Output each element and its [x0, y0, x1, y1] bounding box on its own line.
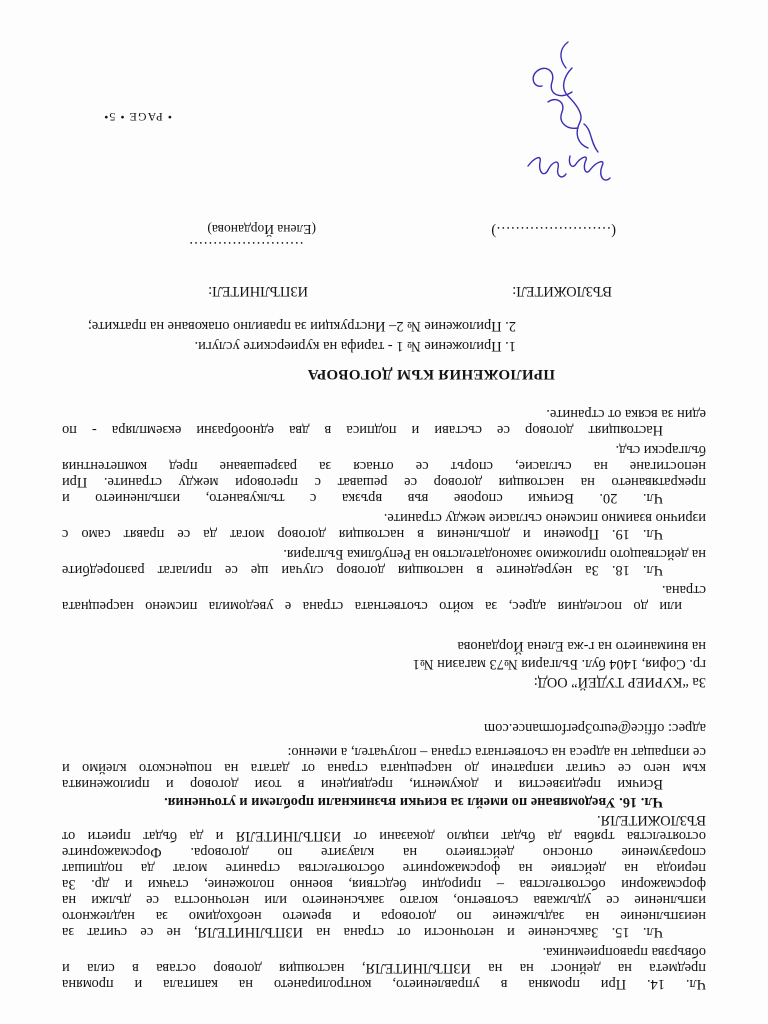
art15-line-6: споразумение относно действието на клаузите по договора. Форсмажорните [62, 844, 706, 860]
art18-line-2: на действащото приложимо законодателство на Република България. [283, 546, 706, 562]
email-line: адрес: office@euro3performance.com [483, 720, 706, 736]
client-signature-line: (……………………) [491, 223, 616, 239]
contractor-dots: …………………… [188, 238, 304, 254]
art16-heading: Чл. 16. Уведомяване по имейл за всички възникнали проблеми и уточнения. [164, 794, 663, 810]
art15-line-7: остоятелства трябва да бъдат изцяло доказани от ИЗПЪЛНИТЕЛЯ и да бъдат приети от [62, 828, 706, 844]
art19-line-2: изрично взаимно писмено съгласие между страните. [383, 510, 706, 526]
notices-line-1: Всички предизвестия и документи, предвидени в този договор и приложенията [62, 776, 663, 792]
art20-line-3: непостигане на съгласие, спорът се отнася за разрешаване пред компетентния [62, 458, 706, 474]
art18-line-1: Чл. 18. За неуредените в настоящия договор случаи ще се прилагат разпоредбите [62, 562, 663, 578]
contractor-label: ИЗПЪЛНИТЕЛ: [208, 283, 308, 299]
handwritten-signature [508, 38, 618, 188]
addressee-company: За “КУРИЕР ТУДЕЙ” ООД: [533, 674, 706, 690]
page-field: • PAGE • 5• [103, 110, 172, 124]
client-label: ВЪЗЛОЖИТЕЛ: [512, 283, 612, 299]
art15-line-2: неизпълнение на задължение по договора и времето необходимо за надлежното [62, 908, 706, 924]
annex-item-2: 2. Приложение № 2– Инструкции за правилно опаковане на пратките; [87, 318, 516, 334]
art20-line-1: Чл. 20. Всички спорове във връзка с тълкуването, изпълнението и [62, 490, 663, 506]
addressee-street: гр. София, 1404 бул. България №73 магазин №1 [412, 656, 706, 672]
art14-line-3: обвързва правоприемника. [542, 944, 706, 960]
art15-line-4: форсмажорни обстоятелства – природни бедствия, военно положение, стачки и др. За [62, 876, 706, 892]
closing-line-2: един за всяка от страните. [546, 406, 706, 422]
art14-line-2: предмета на дейност на на ИЗПЪЛНИТЕЛЯ, настоящия договор остава в сила и [62, 960, 706, 976]
art19-line-1: Чл. 19. Промени и допълнения в настоящия договор могат да се правят само с [62, 526, 663, 542]
art20-line-2: прекратяването на настоящия договор се решават с преговори между страните. При [62, 474, 706, 490]
art15-line-1: Чл. 15. Закъснение и неточности от страна на ИЗПЪЛНИТЕЛЯ, не се считат за [62, 924, 663, 940]
annexes-title: ПРИЛОЖЕНИЯ КЪМ ДОГОВОРА [307, 366, 555, 382]
contractor-name: (Елена Йорданова) [207, 222, 316, 237]
art20-line-4: български съд. [615, 442, 706, 458]
last-address-line-2: страна. [661, 582, 706, 598]
last-address-line-1: или до последния адрес, за който съответната страна е уведомила писмено насрещната [62, 598, 682, 614]
closing-line-1: Настоящият договор се състави и подписа в два еднообразни екземпляра - по [62, 422, 663, 438]
annex-item-1: 1. Приложение № 1 - тарифа на куриерските услуги. [194, 338, 516, 354]
notices-line-3: се изпращат на адреса на съответната страна – получател, а именно: [287, 744, 706, 760]
addressee-attention: на вниманието на г-жа Елена Йорданова [457, 638, 706, 654]
art15-line-8: ВЪЗЛОЖИТЕЛЯ. [597, 812, 706, 828]
notices-line-2: към него се считат изпратени до насрещната страна от датата на пощенското клеймо и [62, 760, 706, 776]
art15-line-3: изпълнение се удължава съответно, когато закъснението или неточността се дължи на [62, 892, 706, 908]
art15-line-5: периода на действие на форсмажорните обстоятелства страните могат да подпишат [62, 860, 706, 876]
art14-line-1: Чл. 14. При промяна в управлението, контролирането на капитала и промяна [62, 976, 706, 992]
